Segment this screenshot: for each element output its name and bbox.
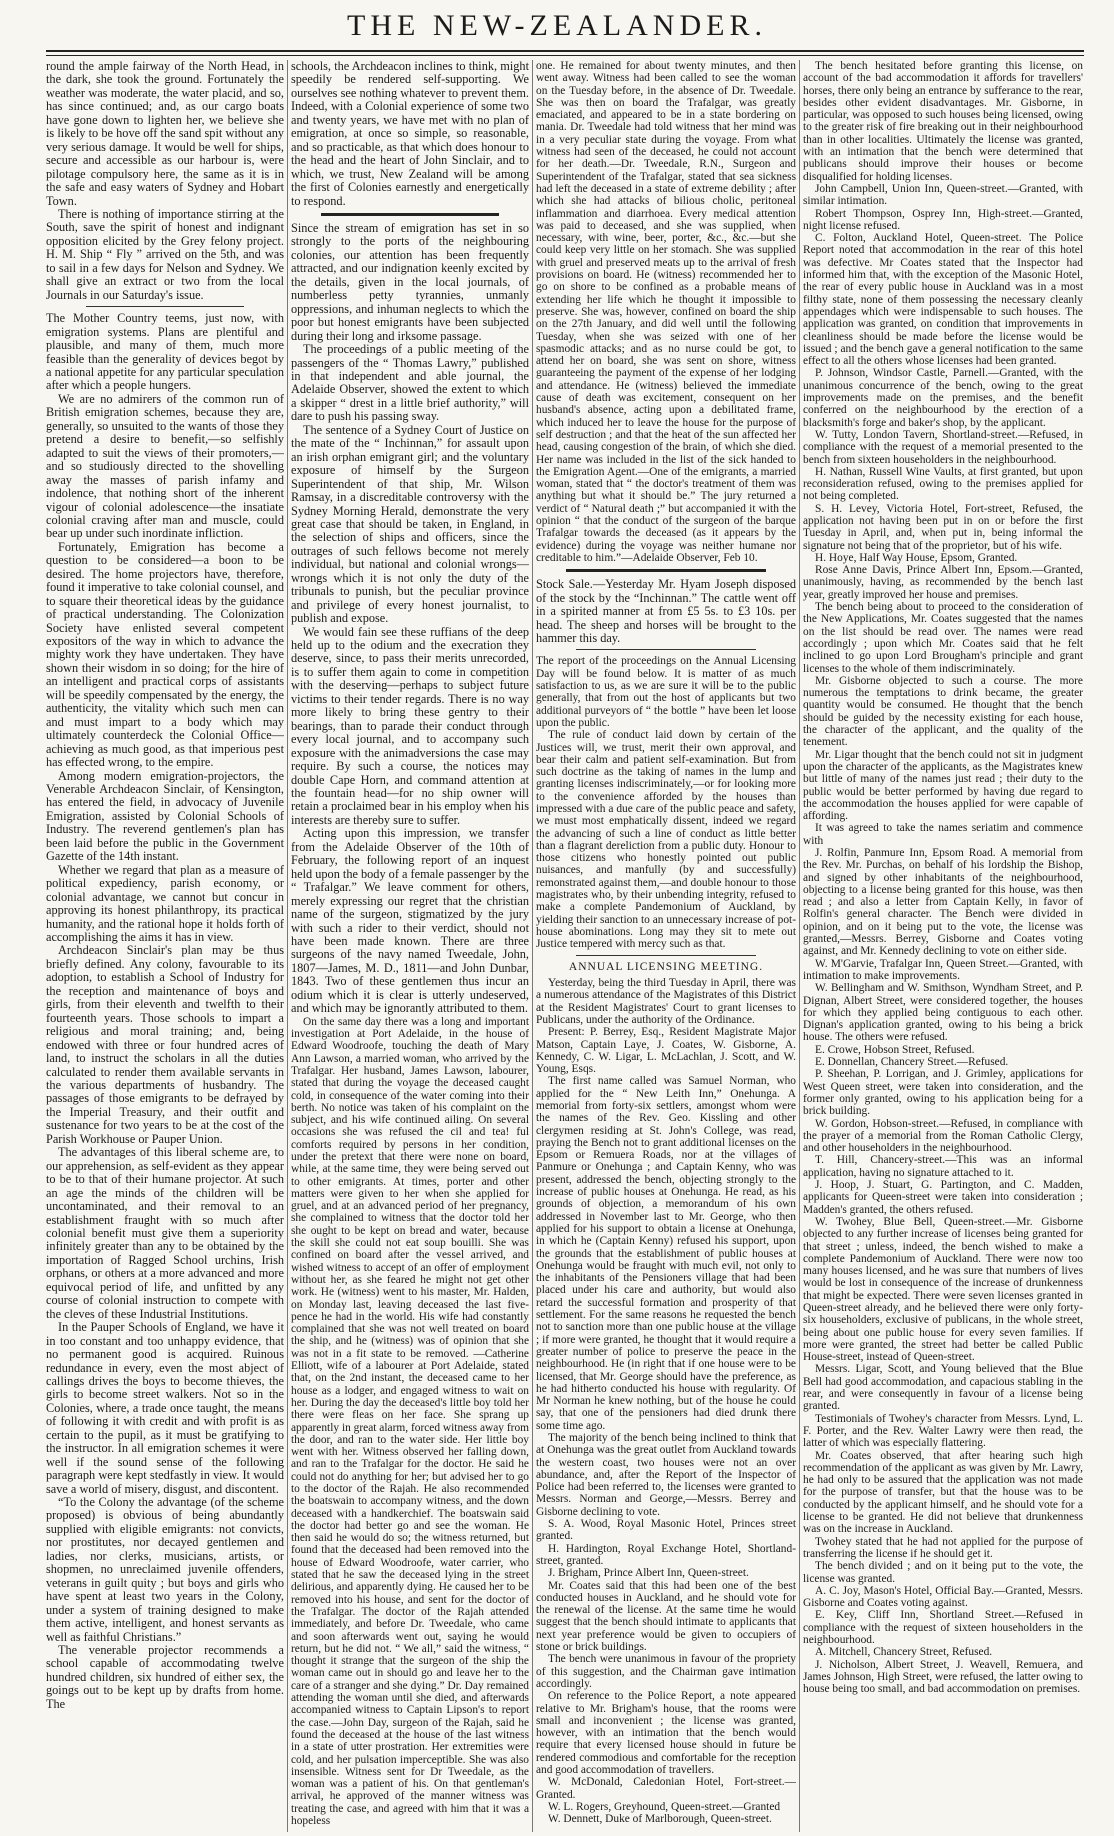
article-paragraph: C. Folton, Auckland Hotel, Queen-street. The Police Report noted that accommodation in the rear of this hotel was defective. Mr Coates stated that the Inspector had informed him that, with the exception of the Masonic Hotel, the rear of every public house in Auckland was in a most filthy state, none of them possessing the necessary cleanly appendages which were indispensable to such houses. The application was granted, on condition that improvements in cleanliness should be made before the license would be issued ; and the bench gave a general notification to the same effect to all the others whose licenses had been granted.	[803, 232, 1083, 368]
article-paragraph: Archdeacon Sinclair's plan may be thus briefly defined. Any colony, favourable to its adoption, to establish a School of Industry for the reception and maintenance of boys and girls, from their eleventh and twelfth to their fourteenth years. Those schools to impart a religious and moral training; and, being endowed with three or four hundred acres of land, to instruct the scholars in all the duties calculated to render them available servants in the various departments of husbandry. The passages of those emigrants to be defrayed by the Imperial Treasury, and their outfit and sustenance for two years to be at the cost of the Parish Workhouse or Pauper Union.	[46, 943, 284, 1146]
article-paragraph: We would fain see these ruffians of the deep held up to the odium and the execration they deserve, since, to pass their merits unrecorded, is to suffer them again to come in competition with the deserving—perhaps to subject future victims to their tender regards. There is no way more likely to bring these gentry to their bearings, than to parade their conduct through every local journal, and to accompany such exposure with the animadversions the case may require. By such a course, the notices may double Cape Horn, and command attention at the fountain head—for no ship owner will retain a proclaimed bear in his employ when his interests are thereby sure to suffer.	[291, 624, 529, 827]
column-3	[536, 60, 796, 1832]
article-paragraph: “To the Colony the advantage (of the scheme proposed) is obvious of being abundantly supplied with eligible emigrants: not convicts, nor prostitutes, nor decayed gentlemen and ladies, nor clerks, musicians, artists, or shopmen, no unreclaimed juvenile offenders, veterans in guilt quity ; but boys and girls who have spent at least two years in the Colony, under a system of training designed to make them active, intelligent, and honest servants as well as faithful Christians.”	[46, 1495, 284, 1644]
column-2	[291, 60, 529, 1832]
column-1	[46, 60, 284, 1832]
article-paragraph: W. Tutty, London Tavern, Shortland-street.—Refused, in compliance with the request of a memorial presented to the bench from sixteen householders in the neighbourhood.	[803, 428, 1083, 466]
article-paragraph: The rule of conduct laid down by certain of the Justices will, we trust, merit their own approval, and bear their calm and patient self-examination. But from such doctrine as the taking of names in the lump and granting licenses indiscriminately,—or for looking more to the convenience afforded by the houses than impressed with a due care of the public peace and safety, we must most emphatically dissent, indeed we regard the advancing of such a line of conduct as little better than a flagrant dereliction from a public duty. Honour to those citizens who honestly pointed out public nuisances, and manfully (by and successfully) remonstrated against them,—and double honour to those magistrates who, by their unbending integrity, refused to make a complete Pandemonium of Auckland, by yielding their sanction to an unnecessary increase of pot-house abominations. Long may they sit to mete out Justice tempered with mercy such as that.	[536, 729, 796, 951]
article-separator	[576, 649, 756, 650]
article-paragraph: A. C. Joy, Mason's Hotel, Official Bay.—Granted, Messrs. Gisborne and Coates voting against.	[803, 1584, 1083, 1610]
article-paragraph: Testimonials of Twohey's character from Messrs. Lynd, L. F. Porter, and the Rev. Walter Lawry were then read, the latter of which was especially flattering.	[803, 1412, 1083, 1450]
article-paragraph: E. Donnellan, Chancery Street.—Refused.	[815, 1056, 1009, 1069]
article-paragraph: Mr. Coates said that this had been one of the best conducted houses in Auckland, and he should vote for the renewal of the license. At the same time he would suggest that the bench should intimate to applicants that next year preference would be given to occupiers of stone or brick buildings.	[536, 1579, 796, 1654]
article-paragraph: Rose Anne Davis, Prince Albert Inn, Epsom.—Granted, unanimously, having, as recommended by the bench last year, greatly improved her house and premises.	[803, 564, 1083, 601]
article-separator	[86, 306, 244, 307]
article-paragraph: We are no admirers of the common run of British emigration schemes, because they are, generally, so unsuited to the wants of those they pretend a desire to benefit,—so selfishly adapted to suit the views of their promoters,—and so studiously directed to the shovelling away the masses of parish infamy and indolence, that nothing short of the inherent vigour of colonial adolescence—the insatiate colonial craving after man and muscle, could bear up under such inordinate infliction.	[46, 391, 284, 541]
article-paragraph: T. Hill, Chancery-street.—This was an informal application, having no signature attached to it.	[803, 1154, 1083, 1179]
article-paragraph: Robert Thompson, Osprey Inn, High-street.—Granted, night license refused.	[803, 207, 1083, 232]
article-paragraph: P. Johnson, Windsor Castle, Parnell.—Granted, with the unanimous concurrence of the bench, owing to the great improvements made on the premises, and the benefit conferred on the neighbourhood by the erection of a blacksmith's forge and baker's shop, by the applicant.	[803, 367, 1083, 429]
article-paragraph: There is nothing of importance stirring at the South, save the spirit of honest and indignant opposition elicited by the Grey felony project. H. M. Ship “ Fly ” arrived on the 5th, and was to sail in a few days for Nelson and Sydney. We shall give an extract or two from the local Journals in our Saturday's issue.	[46, 206, 284, 302]
article-paragraph: Among modern emigration-projectors, the Venerable Archdeacon Sinclair, of Kensington, has entered the field, in advocacy of Juvenile Emigration, assisted by Colonial Schools of Industry. The reverend gentlemen's plan has been laid before the public in the Government Gazette of the 14th instant.	[46, 768, 284, 864]
article-paragraph: The Mother Country teems, just now, with emigration systems. Plans are plentiful and plausible, and many of them, much more feasible than the generality of devices begot by a national appetite for any particular speculation after which a people hungers.	[46, 311, 284, 393]
article-paragraph: Messrs. Ligar, Scott, and Young believed that the Blue Bell had good accommodation, and capacious stabling in the rear, and were consequently in favour of a license being granted.	[803, 1363, 1083, 1413]
article-paragraph: Since the stream of emigration has set in so strongly to the ports of the neighbouring colonies, our attention has been frequently attracted, and our indignation keenly excited by the details, given in the local journals, of numberless petty tyrannies, unmanly oppressions, and inhuman neglects to which the poor but honest emigrants have been subjected during their long and irksome passage.	[291, 220, 529, 343]
article-paragraph: Mr. Ligar thought that the bench could not sit in judgment upon the character of the applicants, as the Magistrates knew but little of many of the names just read ; their duty to the public would be better performed by having due regard to the accommodation the houses applied for were capable of affording.	[803, 748, 1083, 823]
article-paragraph: W. Dennett, Duke of Marlborough, Queen-street.	[548, 1813, 772, 1826]
article-paragraph: On reference to the Police Report, a note appeared relative to Mr. Brigham's house, that the rooms were small and inconvenient ; the license was granted, however, with an intimation that the bench would require that every licensed house should in future be rendered commodious and comfortable for the reception and good accommodation of travellers.	[536, 1690, 796, 1777]
article-paragraph: Fortunately, Emigration has become a question to be considered—a boon to be desired. The home projectors have, therefore, found it imperative to take colonial counsel, and to square their theoretical ideas by the guidance of practical understanding. The Colonization Society have enlisted several competent expositors of the way in which to advance the mighty work they have undertaken. They have shown their wisdom in so doing; for the hire of an intelligent and practical corps of assistants will be speedily compensated by the energy, the authenticity, the vitality which such men can and must impart to a body which may ultimately counterdeck the Colonial Office—achieving as much good, as that imperious pest has effected wrong, to the empire.	[46, 539, 284, 770]
article-paragraph: H. Nathan, Russell Wine Vaults, at first granted, but upon reconsideration refused, owing to the premises applied for not being completed.	[803, 465, 1083, 503]
article-paragraph: W. Twohey, Blue Bell, Queen-street.—Mr. Gisborne objected to any further increase of licenses being granted for that street ; unless, indeed, the bench wished to make a complete Pandemonium of Auckland. There were now too many houses licensed, and he was sure that numbers of lives would be lost in consequence of the increase of drunkenness that might be expected. There were seven licenses granted in Queen-street already, and he believed there were only forty-six householders, exclusive of publicans, in the whole street, being about one public house for every seven families. If more were granted, the street had better be called Public House-street, instead of Queen-street.	[803, 1215, 1083, 1364]
article-paragraph: W. M'Garvie, Trafalgar Inn, Queen Street.—Granted, with intimation to make improvements.	[803, 957, 1083, 982]
article-paragraph: Stock Sale.—Yesterday Mr. Hyam Joseph disposed of the stock by the “Inchinnan.” The cattle went off in a spirited manner at from £5 5s. to £3 10s. per head. The sheep and horses will be brought to the hammer this day.	[536, 577, 796, 645]
article-paragraph: W. Gordon, Hobson-street.—Refused, in compliance with the prayer of a memorial from the Roman Catholic Clergy, and other householders in the neighbourhood.	[803, 1117, 1083, 1155]
article-paragraph: It was agreed to take the names seriatim and commence with	[803, 822, 1083, 847]
article-paragraph: The sentence of a Sydney Court of Justice on the mate of the “ Inchinnan,” for assault upon an irish orphan emigrant girl; and the voluntary exposure of himself by the Surgeon Superintendent of that ship, Mr. Wilson Ramsay, in a discreditable controversy with the Sydney Morning Herald, demonstrate the very great case that should be taken, in England, in the selection of ships and officers, since the outrages of such fellows become not merely individual, but national and colonial wrongs—wrongs which it is not only the duty of the tribunals to punish, but the peculiar province and privilege of every honest journalist, to publish and expose.	[291, 422, 529, 626]
article-paragraph: The bench were unanimous in favour of the propriety of this suggestion, and the Chairman gave intimation accordingly.	[536, 1653, 796, 1690]
article-paragraph: The bench being about to proceed to the consideration of the New Applications, Mr. Coates suggested that the names on the list should be read over. The names were read accordingly ; upon which Mr. Coates said that he felt inclined to go upon Lord Brougham's principle and grant licenses to the whole of them indiscriminately.	[803, 601, 1083, 675]
masthead-rule	[46, 50, 1084, 52]
article-paragraph: A. Mitchell, Chancery Street, Refused.	[815, 1646, 993, 1659]
masthead: THE NEW-ZEALANDER.	[347, 9, 767, 42]
article-paragraph: J. Rolfin, Panmure Inn, Epsom Road. A memorial from the Rev. Mr. Purchas, on behalf of his lordship the Bishop, and signed by other inhabitants of the neighbourhood, objecting to a license being granted for this house, was then read ; and also a letter from Captain Kelly, in favor of Rolfin's general character. The Bench were divided in opinion, and on it being put to the vote, the license was granted,—Messrs. Berrey, Gisborne and Coates voting against, and Mr. Kennedy declining to vote on either side.	[803, 847, 1083, 958]
article-paragraph: H. Hardington, Royal Exchange Hotel, Shortland-street, granted.	[536, 1542, 796, 1567]
article-paragraph: The majority of the bench being inclined to think that at Onehunga was the great outlet from Auckland towards the western coast, two houses were not an over abundance, and, after the Report of the Inspector of Police had been referred to, the licenses were granted to Messrs. Norman and George,—Messrs. Berrey and Gisborne declining to vote.	[536, 1432, 796, 1518]
article-paragraph: Mr. Coates observed, that after hearing such high recommendation of the applicant as was given by Mr. Lawry, he had only to be assured that the application was not made for the purpose of transfer, but that the house was to be conducted by the applicant himself, and he should vote for a license to be granted. He did not believe that drunkenness was on the increase in Auckland.	[803, 1449, 1083, 1536]
article-paragraph: The proceedings of a public meeting of the passengers of the “ Thomas Lawry,” published in that independent and able journal, the Adelaide Observer, showed the extent to which a skipper “ drest in a little brief authority,” will dare to push his passing sway.	[291, 342, 529, 424]
article-separator	[566, 569, 766, 572]
article-paragraph: J. Hoop, J. Stuart, G. Partington, and C. Madden, applicants for Queen-street were taken into consideration ; Madden's granted, the others refused.	[803, 1179, 1083, 1216]
article-paragraph: John Campbell, Union Inn, Queen-street.—Granted, with similar intimation.	[803, 182, 1083, 208]
article-paragraph: J. Brigham, Prince Albert Inn, Queen-street.	[548, 1567, 749, 1580]
article-paragraph: H. Hoye, Half Way House, Epsom, Granted.	[815, 551, 1018, 564]
column-rule	[532, 60, 533, 1832]
column-4	[803, 60, 1083, 1832]
article-separator	[576, 955, 756, 956]
article-paragraph: Mr. Gisborne objected to such a course. The more numerous the temptations to drink became, the greater quantity would be consumed. He thought that the bench should be guided by the necessity existing for each house, the character of the applicant, and the quality of the tenement.	[803, 674, 1083, 749]
article-paragraph: E. Crowe, Hobson Street, Refused.	[815, 1043, 975, 1056]
article-paragraph: W. McDonald, Caledonian Hotel, Fort-street.—Granted.	[536, 1776, 796, 1801]
article-paragraph: E. Key, Cliff Inn, Shortland Street.—Refused in compliance with the request of sixteen householders in the neighbourhood.	[803, 1609, 1083, 1646]
article-paragraph: J. Nicholson, Albert Street, J. Weavell, Remuera, and James Johnson, High Street, were refused, the latter owing to house being too small, and bad accommodation on premises.	[803, 1658, 1083, 1696]
article-paragraph: The bench hesitated before granting this license, on account of the bad accommodation it affords for travellers' horses, there only being an entrance by sufferance to the rear, besides other evident disadvantages. Mr. Gisborne, in particular, was opposed to such houses being licensed, owing to the greater risk of fire breaking out in their neighbourhood than in other localities. Ultimately the license was granted, with an intimation that the bench were determined that publicans should improve their houses or become disqualified for holding licenses.	[803, 60, 1083, 183]
article-paragraph: Yesterday, being the third Tuesday in April, there was a numerous attendance of the Magistrates of this District at the Resident Magistrates' Court to grant licenses to Publicans, under the authority of the Ordinance.	[536, 977, 796, 1026]
article-paragraph: W. L. Rogers, Greyhound, Queen-street.—Granted	[548, 1800, 781, 1813]
article-paragraph: On the same day there was a long and important investigation at Port Adelaide, in the house of Edward Woodroofe, touching the death of Mary Ann Lawson, a married woman, who arrived by the Trafalgar. Her husband, James Lawson, labourer, stated that during the voyage the deceased caught cold, in consequence of the water coming into their berth. No notice was taken of his complaint on the subject, and his wife continued ailing. On several occasions she was refused the cil and tea! ful comforts required by persons in her condition, under the pretext that there were none on board, while, at the same time, they were being served out to other emigrants. At times, porter and other matters were given to her when she applied for gruel, and at an advanced period of her pregnancy, she complained to witness that the doctor told her she ought to be kept on bread and water, because the skill she could not eat soup bouilli. She was confined on board after the vessel arrived, and wished witness to accept of an offer of employment without her, as she feared he might not get other work. He (witness) went to his master, Mr. Halden, on Monday last, leaving deceased the last five-pence he had in the world. His wife had constantly complained that she was not well treated on board the ship, and he (witness) was of opinion that she was not in a fit state to be removed. —Catherine Elliott, wife of a labourer at Port Adelaide, stated that, on the 2nd instant, the deceased came to her house as a lodger, and engaged witness to wait on her. During the day the deceased's little boy told her there were fleas on her face. She sprang up apparently in great alarm, forced witness away from the door, and ran to the water side. Her little boy went with her. Witness observed her falling down, and ran to the Trafalgar for the doctor. He said he could not do anything for her; but advised her to go to the doctor of the Rajah. He also recommended the boatswain to accompany witness, and the down deceased with a handkerchief. The boatswain said the doctor had better go and see the woman. He then said he would do so; the witness returned, but found that the deceased had been removed into the house of Edward Woodroofe, water carrier, who stated that he saw the deceased lying in the street delirious, and apparently dying. He caused her to be removed into his house, and sent for the doctor of the Trafalgar. The doctor of the Rajah attended immediately, and before Dr. Tweedale, who came and soon afterwards went out, saying he would return, but he did not. “ We all,” said the witness, “ thought it strange that the surgeon of the ship the woman came out in should go and leave her to the care of a stranger and she dying.” Dr. Day remained attending the woman until she died, and afterwards accompanied witness to Captain Lipson's to report the case.—John Day, surgeon of the Rajah, said he found the deceased at the house of the last witness in a state of utter prostration. Her extremities were cold, and her pulsation imperceptible. She was also insensible. Witness sent for Dr Tweedale, as the woman was a patient of his. On that gentleman's arrival, he approved of the manner witness was treating the case, and agreed with him that it was a hopeless	[291, 1015, 529, 1828]
article-paragraph: Present: P. Berrey, Esq., Resident Magistrate Major Matson, Captain Laye, J. Coates, W. Gisborne, A. Kennedy, C. W. Ligar, L. McLachlan, J. Scott, and W. Young, Esqs.	[536, 1026, 796, 1076]
masthead-rule-thin	[46, 55, 1084, 56]
article-paragraph: one. He remained for about twenty minutes, and then went away. Witness had been called to see the woman on the Tuesday before, in the absence of Dr. Tweedale. She was then on board the Trafalgar, was greatly emaciated, and appeared to be in a state bordering on mania. Dr. Tweedale had told witness that her mind was in a very peculiar state during the voyage. From what witness had seen of the deceased, he could not account for her death.—Dr. Tweedale, R.N., Surgeon and Superintendent of the Trafalgar, stated that sea sickness had left the deceased in a state of extreme debility ; after which she had attacks of bilious cholic, peritoneal inflammation and diarrhoea. Every medical attention was paid to deceased, and she was supplied, when necessary, with wine, beer, porter, &c., &c.—but she could keep very little on her stomach. She was supplied with gruel and preserved meats up to the arrival of fresh provisions on board. He (witness) recommended her to go on shore to be confined as a probable means of extending her life which he thought it impossible to preserve. She was, however, confined on board the ship on the 27th January, and did well until the following Tuesday, when she was seized with one of her spasmodic attacks; and as no nurse could be got, to attend her on board, she was sent on shore, witness guaranteeing the payment of the expense of her lodging and attendance. He (witness) believed the immediate cause of death was excitement, consequent on her husband's absence, acting upon a debilitated frame, which induced her to leave the house for the purpose of self destruction ; and that the heat of the sun affected her head, causing congestion of the brain, of which she died. Her name was included in the list of the sick handed to the Emigration Agent.—One of the emigrants, a married woman, stated that “ the doctor's treatment of them was anything but what it should be.” The jury returned a verdict of “ Natural death ;” but accompanied it with the opinion “ that the conduct of the surgeon of the barque Trafalgar towards the deceased (as it appears by the evidence) during the voyage was neither humane nor creditable to him.”—Adelaide Observer, Feb 10.	[536, 60, 796, 564]
article-separator	[321, 213, 499, 216]
article-paragraph: Twohey stated that he had not applied for the purpose of transferring the license if he should get it.	[803, 1535, 1083, 1560]
article-paragraph: The first name called was Samuel Norman, who applied for the “ New Leith Inn,” Onehunga. A memorial from forty-six settlers, amongst whom were the names of the Rev. Geo. Kissling and other clergymen residing at St. John's College, was read, praying the Bench not to grant additional licenses on the Epsom or Remuera Roads, nor at the villages of Panmure or Onehunga ; and Captain Kenny, who was present, addressed the bench, objecting strongly to the increase of public houses at Onehunga. He read, as his grounds of objection, a memorandum of his own addressed in November last to Mr. George, who then applied for his support to obtain a license at Onehunga, in which he (Captain Kenny) refused his support, upon the grounds that the establishment of public houses at Onehunga would be fraught with much evil, not only to the inhabitants of the Pensioners village that had been placed under his care and authority, but would also retard the successful formation and prosperity of that settlement. For the same reasons he requested the bench not to sanction more than one public house at the village ; if more were granted, he thought that it would require a greater number of police to preserve the peace in the neighbourhood. He (in right that if one house were to be licensed, that Mr. George should have the preference, as he had hitherto conducted his house with regularity. Of Mr Norman he knew nothing, but of the house he could say, that one of the pensioners had died drunk there some time ago.	[536, 1075, 796, 1432]
section-heading: ANNUAL LICENSING MEETING.	[568, 960, 764, 973]
article-paragraph: In the Pauper Schools of England, we have it in too constant and too unhappy evidence, that no permanent good is acquired. Ruinous redundance in every, even the most abject of callings drives the boys to become thieves, the girls to become street walkers. Not so in the Colonies, where, a trade once taught, the means of following it with credit and with profit is as certain to the pupil, as it must be gratifying to the instructor. In all emigration schemes it were well if the sound sense of the following paragraph were kept stedfastly in view. It would save a world of misery, disgust, and discontent.	[46, 1320, 284, 1496]
article-paragraph: W. Bellingham and W. Smithson, Wyndham Street, and P. Dignan, Albert Street, were considered together, the houses for which they applied being contiguous to each other. Dignan's application granted, owing to his being a brick house. The others were refused.	[803, 982, 1083, 1044]
column-rule	[799, 60, 800, 1832]
article-paragraph: Acting upon this impression, we transfer from the Adelaide Observer of the 10th of February, the following report of an inquest held upon the body of a female passenger by the “ Trafalgar.” We leave comment for others, merely expressing our regret that the christian name of the surgeon, stigmatized by the jury with such a rider to their verdict, should not have been made known. There are three surgeons of the navy named Tweedale, John, 1807—James, M. D., 1811—and John Dunbar, 1843. Two of these gentlemen thus incur an odium which it is clear is utterly undeserved, and which may be ignorantly attributed to them.	[291, 826, 529, 1016]
article-paragraph: Whether we regard that plan as a measure of political expediency, parish economy, or colonial advantage, we cannot but concur in approving its honest philanthropy, its practical humanity, and the rational hope it holds forth of accomplishing the aims it has in view.	[46, 862, 284, 944]
article-paragraph: P. Sheehan, P. Lorrigan, and J. Grimley, applications for West Queen street, were taken into consideration, and the former only granted, owing to his application being for a brick building.	[803, 1068, 1083, 1118]
article-paragraph: The bench divided ; and on it being put to the vote, the license was granted.	[803, 1560, 1083, 1585]
article-paragraph: schools, the Archdeacon inclines to think, might speedily be rendered self-supporting. We ourselves see nothing whatever to prevent them. Indeed, with a Colonial experience of some two and twenty years, we have met with no plan of emigration, at once so simple, so reasonable, and so practicable, as that which does honour to the head and the heart of John Sinclair, and to which, we trust, New Zealand will be among the first of Colonies earnestly and energetically to respond.	[291, 60, 529, 208]
article-paragraph: S. A. Wood, Royal Masonic Hotel, Princes street granted.	[536, 1518, 796, 1543]
article-paragraph: S. H. Levey, Victoria Hotel, Fort-street, Refused, the application not having been put in on or before the first Tuesday in April, and, when put in, being informal the signature not being that of the proprietor, but of his wife.	[803, 502, 1083, 552]
article-paragraph: The venerable projector recommends a school capable of accommodating twelve hundred children, six hundred of either sex, the goings out to be kept up by drafts from home. The	[46, 1643, 284, 1711]
article-paragraph: round the ample fairway of the North Head, in the dark, she took the ground. Fortunately the weather was moderate, the water placid, and so, has since continued; and, as our cargo boats have gone down to lighten her, we believe she is likely to be hove off the sand spit without any very serious damage. It would be well for ships, secure and accessible as our harbour is, were pilotage compulsory here, the same as it is in the safe and easy waters of Sydney and Hobart Town.	[46, 60, 284, 208]
article-paragraph: The advantages of this liberal scheme are, to our apprehension, as self-evident as they appear to be to that of their humane projector. At such an age the minds of the children will be uncontaminated, and their removal to an establishment fraught with so much after colonial benefit must give them a superiority infinitely greater than any to be obtained by the importation of Ragged School urchins, Irish orphans, or others at a more advanced and more equivocal period of life, and unfitted by any course of colonial instruction to compete with the cleves of these Industrial Institutions.	[46, 1145, 284, 1321]
column-rule	[287, 60, 288, 1832]
article-paragraph: The report of the proceedings on the Annual Licensing Day will be found below. It is matter of as much satisfaction to us, as we are sure it will be to the public generally, that from out the host of applicants but two additional purveyors of “ the bottle ” have been let loose upon the public.	[536, 655, 796, 729]
